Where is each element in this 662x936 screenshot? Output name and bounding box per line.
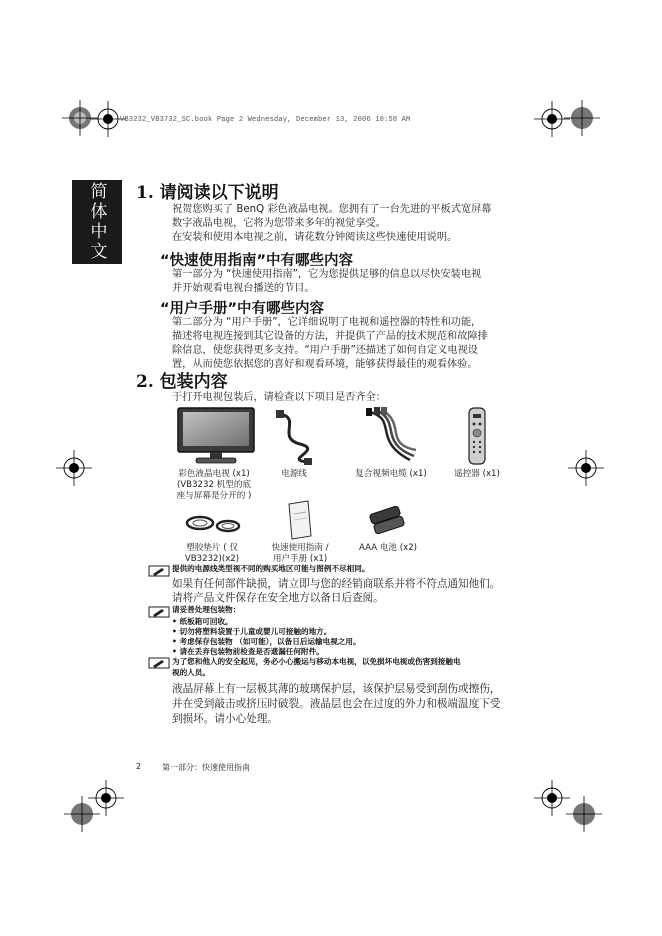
note3-line2: 并在受到敲击或挤压时破裂。液晶层也会在过度的外力和极端温度下受 — [172, 698, 501, 710]
note2-bullet-2: • 切勿将塑料袋置于儿童或婴儿可接触的地方。 — [172, 627, 332, 636]
user-manual-line4: 置，从而使您依据您的喜好和观看环境，能够获得最佳的观看体验。 — [172, 359, 478, 370]
registration-mark-bottom-right — [534, 780, 570, 816]
quick-guide-line2: 并开始观看电视台播送的节目。 — [172, 283, 315, 294]
item-tv-label-line1: 彩色液晶电视 (x1) — [178, 469, 250, 479]
note2-title: 请妥善处理包装物： — [172, 605, 241, 614]
remote-control-image — [466, 406, 488, 466]
section1-para2: 在安装和使用本电视之前，请花数分钟阅读这些快速使用说明。 — [172, 232, 458, 243]
section2-intro: 于打开电视包装后，请检查以下项目是否齐全： — [172, 392, 386, 403]
note3-line3: 到损坏。请小心处理。 — [172, 713, 278, 725]
composite-video-cable-image — [364, 406, 420, 466]
note3-line1: 液晶屏幕上有一层极其薄的玻璃保护层，该保护层易受到刮伤或擦伤， — [172, 683, 501, 695]
registration-mark-left-middle — [56, 450, 92, 486]
item-manual-label-line2: 用户手册 (x1) — [272, 554, 328, 564]
lcd-tv-image — [176, 406, 256, 466]
note-pencil-icon — [148, 565, 170, 577]
note-pencil-icon — [148, 606, 170, 618]
registration-mark-right-middle — [568, 450, 604, 486]
item-remote-label: 遥控器 (x1) — [454, 469, 500, 479]
language-tab — [72, 180, 122, 264]
item-tv-label-line2: (VB3232 机型的底 — [176, 480, 252, 490]
note2-bullet-1: • 纸板箱可回收。 — [172, 617, 233, 626]
quick-guide-title: “快速使用指南”中有哪些内容 — [160, 253, 354, 269]
plastic-washers-image — [184, 513, 242, 535]
note1-line2: 请将产品文件保存在安全地方以备日后查阅。 — [172, 592, 384, 604]
item-washer-label-line2: VB3232)(x2) — [184, 554, 240, 564]
note1-line1: 如果有任何部件缺损，请立即与您的经销商联系并将不符点通知他们。 — [172, 578, 501, 590]
section1-title: 1. 请阅读以下说明 — [136, 183, 279, 203]
user-manual-line1: 第二部分为 “用户手册”，它详细说明了电视和遥控器的特性和功能， — [172, 317, 482, 328]
registration-mark-bottom-center-left — [88, 780, 124, 816]
user-manual-title: “用户手册”中有哪些内容 — [160, 301, 325, 317]
footer-section: 第一部分：快速使用指南 — [162, 763, 250, 772]
note3-bold-line2: 视的人员。 — [172, 668, 210, 677]
note3-bold-line1: 为了您和他人的安全起见，务必小心搬运与移动本电视，以免损坏电视或伤害到接触电 — [172, 657, 461, 666]
power-cord-image — [272, 408, 316, 466]
section1-para1-line2: 数字液晶电视，它将为您带来多年的视觉享受。 — [172, 218, 386, 229]
registration-mark-top-far-right — [564, 100, 600, 136]
section1-para1-line1: 祝贺您购买了 BenQ 彩色液晶电视。您拥有了一台先进的平板式宽屏幕 — [172, 204, 492, 215]
section2-title: 2. 包装内容 — [136, 372, 228, 392]
note1-bold: 提供的电源线类型视不同的购买地区可能与图例不尽相同。 — [172, 564, 370, 573]
item-tv-label-line3: 座与屏幕是分开的 ) — [176, 491, 252, 501]
item-video-cable-label: 复合视频电缆 (x1) — [355, 469, 427, 479]
language-tab-label: 简体中文 — [86, 182, 107, 262]
user-manual-line3: 除信息，使您获得更多支持。“用户手册”还描述了如何自定义电视设 — [172, 345, 478, 356]
item-manual-label-line1: 快速使用指南 / — [271, 543, 329, 553]
note-pencil-icon — [148, 657, 170, 669]
aaa-batteries-image — [366, 506, 410, 538]
note2-bullet-4: • 请在丢弃包装物前检查是否遗漏任何附件。 — [172, 647, 324, 656]
quick-guide-line1: 第一部分为 “快速使用指南”，它为您提供足够的信息以尽快安装电视 — [172, 269, 482, 280]
note2-bullet-3: • 考虑保存包装物 （如可能），以备日后运输电视之用。 — [172, 637, 361, 646]
user-manual-line2: 描述将电视连接到其它设备的方法，并提供了产品的技术规范和故障排 — [172, 331, 488, 342]
item-batteries-label: AAA 电池 (x2) — [358, 543, 418, 553]
print-header: VB3232_VB3732_SC.book Page 2 Wednesday, December 13, 2006 10:58 AM — [120, 116, 411, 124]
item-washer-label-line1: 塑胶垫片 ( 仅 — [186, 543, 238, 553]
manual-booklet-image — [286, 500, 314, 540]
item-power-cord-label: 电源线 — [281, 469, 307, 479]
registration-mark-bottom-far-right — [566, 796, 602, 832]
page-number: 2 — [136, 762, 142, 771]
